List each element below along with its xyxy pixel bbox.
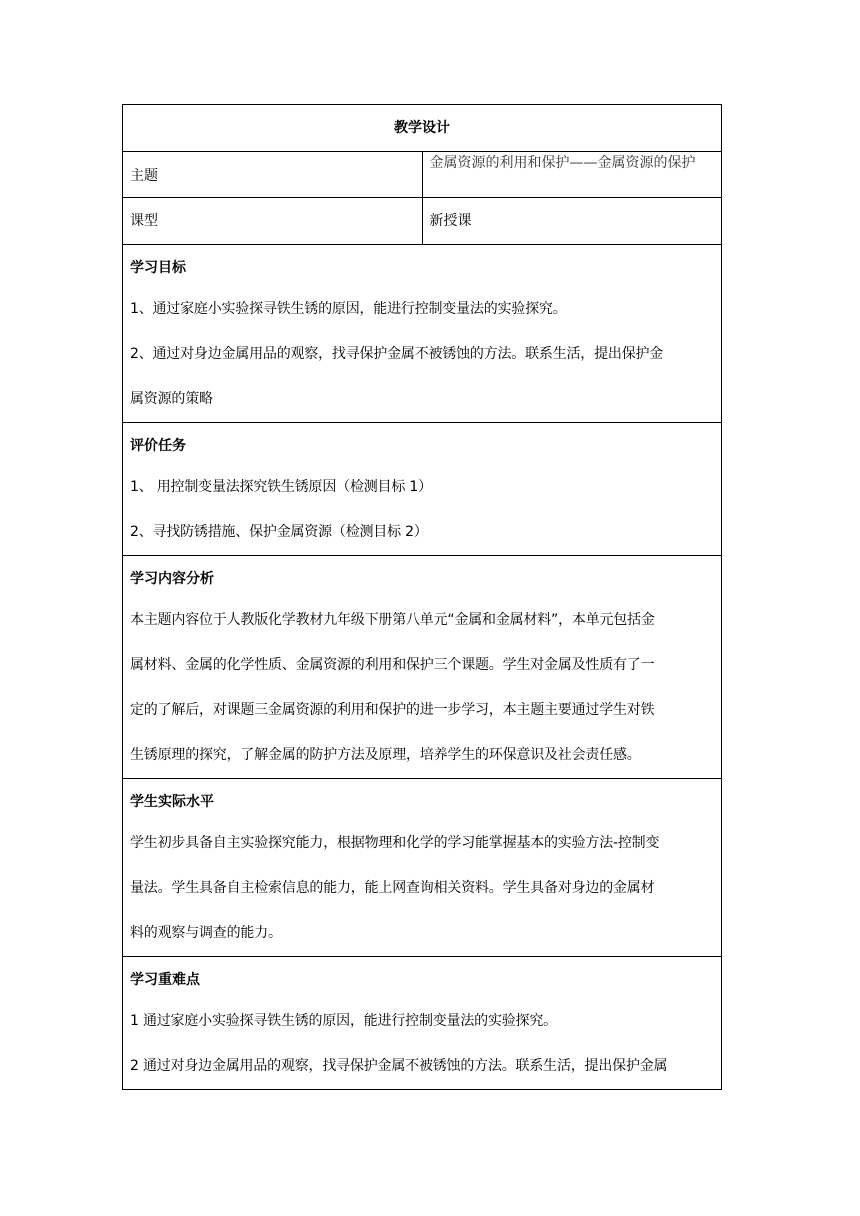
objectives-section <box>123 245 722 423</box>
key-points-line: 2 通过对身边金属用品的观察，找寻保护金属不被锈蚀的方法。联系生活，提出保护金属 <box>130 1058 668 1074</box>
key-points-section <box>123 957 722 1090</box>
student-level-line: 料的观察与调查的能力。 <box>130 925 282 941</box>
key-points-heading: 学习重难点 <box>130 972 200 988</box>
content-analysis-section <box>123 556 722 779</box>
type-value: 新授课 <box>422 198 722 245</box>
content-analysis-line: 本主题内容位于人教版化学教材九年级下册第八单元“金属和金属材料”，本单元包括金 <box>130 612 655 628</box>
student-level-section <box>123 779 722 957</box>
content-analysis-line: 生锈原理的探究，了解金属的防护方法及原理，培养学生的环保意识及社会责任感。 <box>130 747 641 763</box>
student-level-heading: 学生实际水平 <box>130 794 214 810</box>
evaluation-heading: 评价任务 <box>130 438 186 454</box>
content-analysis-line: 定的了解后，对课题三金属资源的利用和保护的进一步学习，本主题主要通过学生对铁 <box>130 702 655 718</box>
objectives-line: 1、通过家庭小实验探寻铁生锈的原因，能进行控制变量法的实验探究。 <box>130 301 567 317</box>
type-label: 课型 <box>123 198 423 245</box>
topic-value: 金属资源的利用和保护——金属资源的保护 <box>422 152 722 198</box>
evaluation-line: 2、寻找防锈措施、保护金属资源（检测目标 2） <box>130 524 428 540</box>
content-analysis-heading: 学习内容分析 <box>130 571 214 587</box>
student-level-line: 量法。学生具备自主检索信息的能力，能上网查询相关资料。学生具备对身边的金属材 <box>130 880 655 896</box>
objectives-line: 属资源的策略 <box>130 391 213 407</box>
evaluation-section <box>123 423 722 556</box>
topic-label: 主题 <box>123 152 423 198</box>
evaluation-line: 1、 用控制变量法探究铁生锈原因（检测目标 1） <box>130 479 432 495</box>
lesson-design-table <box>122 104 722 1090</box>
content-analysis-line: 属材料、金属的化学性质、金属资源的利用和保护三个课题。学生对金属及性质有了一 <box>130 657 655 673</box>
student-level-line: 学生初步具备自主实验探究能力，根据物理和化学的学习能掌握基本的实验方法-控制变 <box>130 835 660 851</box>
objectives-heading: 学习目标 <box>130 260 186 276</box>
objectives-line: 2、通过对身边金属用品的观察，找寻保护金属不被锈蚀的方法。联系生活，提出保护金 <box>130 346 664 362</box>
key-points-line: 1 通过家庭小实验探寻铁生锈的原因，能进行控制变量法的实验探究。 <box>130 1013 557 1029</box>
table-title: 教学设计 <box>123 105 722 152</box>
